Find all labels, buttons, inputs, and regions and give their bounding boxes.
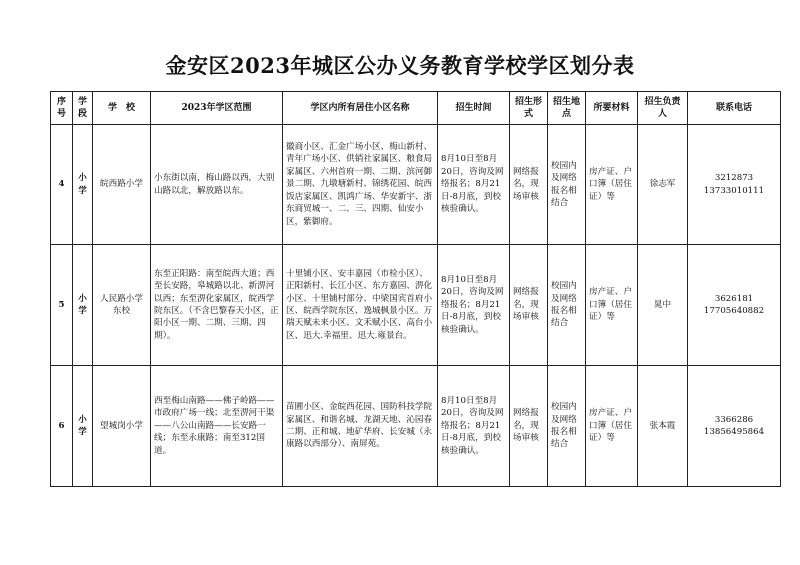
row-range: 小东街以南，梅山路以西，大别山路以北，解放路以东。 (151, 125, 283, 245)
row-range: 西至梅山南路——佛子岭路——市政府广场一线；北至淠河干渠——八公山南路——长安路一线；东至永康路；南至312国道。 (151, 366, 283, 487)
row-phone (688, 245, 781, 366)
row-phone-mobile: 13733010111 (703, 185, 765, 196)
header-school: 学 校 (93, 92, 151, 125)
row-school: 望城岗小学 (93, 366, 151, 487)
table-row (51, 245, 781, 366)
row-phone-landline: 3626181 (714, 293, 754, 304)
row-contact: 晁中 (638, 245, 688, 366)
row-time: 8月10日至8月20日，咨询及网络报名；8月21日-8月底，到校核验确认。 (438, 125, 510, 245)
row-phone (688, 125, 781, 245)
header-communities: 学区内所有居住小区名称 (283, 92, 438, 125)
row-range: 东至正阳路：南至皖西大道；西至长安路，皋城路以北、新淠河以西；东至淠化家属区，皖西学院东区。（不含巴黎春天小区，正阳小区一期、二期、三期、四期）。 (151, 245, 283, 366)
row-materials: 房产证、户口簿（居住证）等 (586, 366, 638, 487)
header-no: 序号 (51, 92, 73, 125)
row-time: 8月10日至8月20日，咨询及网络报名；8月21日-8月底，到校核验确认。 (438, 366, 510, 487)
row-materials: 房产证、户口簿（居住证）等 (586, 125, 638, 245)
row-stage: 小学 (73, 366, 93, 487)
header-place: 招生地点 (548, 92, 586, 125)
row-communities: 十里铺小区、安丰嘉园（市检小区）、正阳新村、长江小区、东方嘉园、淠化小区、十里铺村部分、中梁国宾首府小区、皖西学院东区、逸城枫景小区。万瑞天赋未来小区、文禾赋小区、高台小区、迅大.幸福里、迅大.雍景台。 (283, 245, 438, 366)
row-time: 8月10日至8月20日，咨询及网络报名；8月21日-8月底，到校核验确认。 (438, 245, 510, 366)
header-materials: 所要材料 (586, 92, 638, 125)
row-materials: 房产证、户口簿（居住证）等 (586, 245, 638, 366)
row-contact: 张本霞 (638, 366, 688, 487)
header-form: 招生形式 (510, 92, 548, 125)
row-number: 6 (51, 366, 73, 487)
row-place: 校园内及网络报名相结合 (548, 125, 586, 245)
district-table (50, 91, 781, 487)
header-phone: 联系电话 (688, 92, 781, 125)
row-stage: 小学 (73, 125, 93, 245)
row-phone-landline: 3366286 (714, 414, 754, 425)
row-place: 校园内及网络报名相结合 (548, 245, 586, 366)
row-communities: 苗圃小区、金皖西花园、国防科技学院家属区、和谐名城、龙湖天地、沁园春二期、正和城、地矿华府、长安城（永康路以西部分）、南屏苑。 (283, 366, 438, 487)
row-phone-mobile: 17705640882 (703, 306, 765, 316)
row-form: 网络报名，现场审核 (510, 245, 548, 366)
row-number: 5 (51, 245, 73, 366)
row-form: 网络报名，现场审核 (510, 125, 548, 245)
header-stage: 学段 (73, 92, 93, 125)
table-row (51, 125, 781, 245)
row-form: 网络报名，现场审核 (510, 366, 548, 487)
row-contact: 徐志军 (638, 125, 688, 245)
row-school: 皖西路小学 (93, 125, 151, 245)
row-school: 人民路小学东校 (93, 245, 151, 366)
row-number: 4 (51, 125, 73, 245)
row-phone (688, 366, 781, 487)
row-place: 校园内及网络报名相结合 (548, 366, 586, 487)
page-title: 金安区2023年城区公办义务教育学校学区划分表 (165, 53, 635, 78)
table-row (51, 366, 781, 487)
header-range: 2023年学区范围 (151, 92, 283, 125)
row-communities: 徽商小区、汇金广场小区、梅山新村、青年广场小区、供销社家属区、粮食局家属区、六州首府一期、二期、滨河御景二期、九墩塘新村、锦绣花园、皖西饭店家属区、凯鸿广场、华安新宇、浙东商贸城一、二、三、四期、仙安小区，紫御府。 (283, 125, 438, 245)
header-time: 招生时间 (438, 92, 510, 125)
header-row (51, 92, 781, 125)
header-contact: 招生负责人 (638, 92, 688, 125)
row-stage: 小学 (73, 245, 93, 366)
row-phone-mobile: 13856495864 (703, 427, 765, 437)
row-phone-landline: 3212873 (714, 173, 754, 184)
